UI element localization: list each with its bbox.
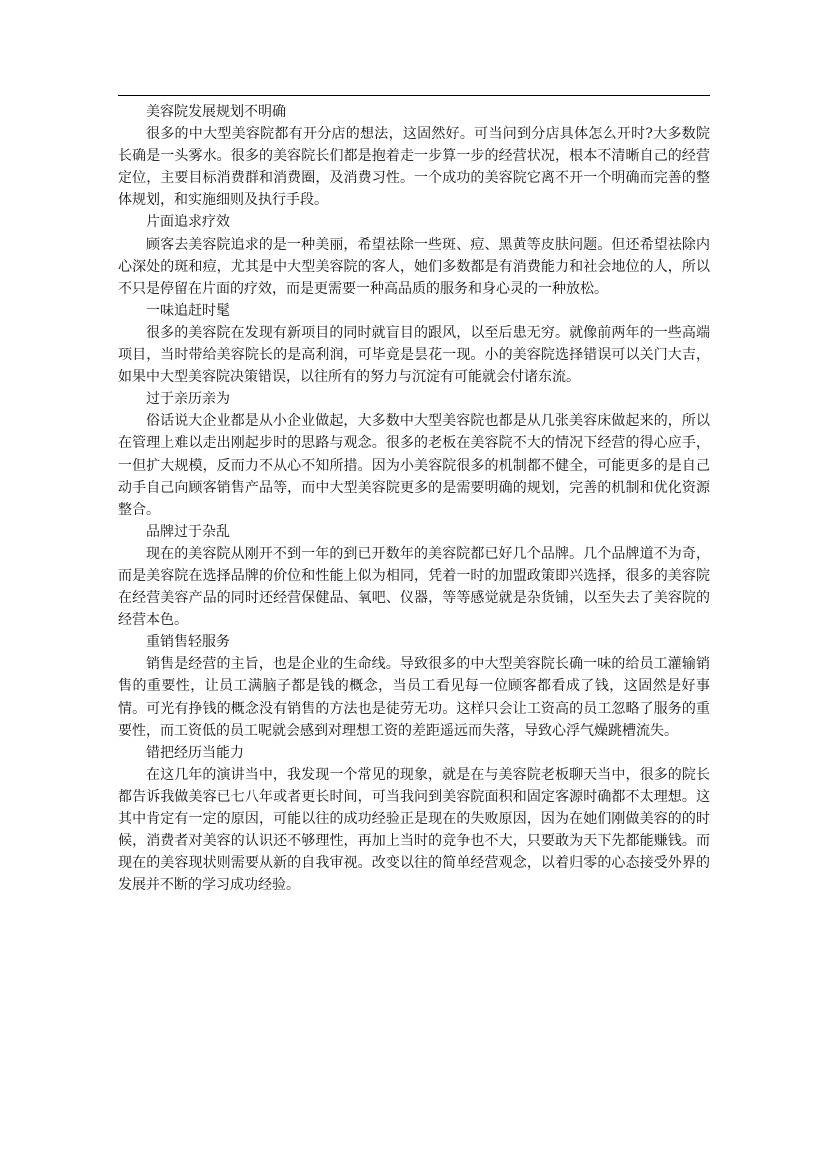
section-heading: 品牌过于杂乱 (146, 523, 230, 540)
section-heading: 一味追赶时髦 (146, 302, 230, 319)
section-paragraph: 很多的美容院在发现有新项目的同时就盲目的跟风，以至后患无穷。就像前两年的一些高端项目，当时带给美容院长的是高利润，可毕竟是昙花一现。小的美容院选择错误可以关门大吉，如果中大型美容院决策错误，以往所有的努力与沉淀有可能就会付诸东流。 (118, 324, 710, 386)
header-rule (118, 95, 710, 96)
section-paragraph: 很多的中大型美容院都有开分店的想法，这固然好。可当问到分店具体怎么开时?大多数院长确是一头雾水。很多的美容院长们都是抱着走一步算一步的经营状况，根本不清晰自己的经营定位，主要目标消费群和消费圈，及消费习性。一个成功的美容院它离不开一个明确而完善的整体规划，和实施细则及执行手段。 (118, 126, 710, 209)
section-paragraph: 顾客去美容院追求的是一种美丽，希望祛除一些斑、痘、黑黄等皮肤问题。但还希望祛除内心深处的斑和痘，尤其是中大型美容院的客人，她们多数都是有消费能力和社会地位的人，所以不只是停留在片面的疗效，而是更需要一种高品质的服务和身心灵的一种放松。 (118, 236, 710, 297)
section-paragraph: 在这几年的演讲当中，我发现一个常见的现象，就是在与美容院老板聊天当中，很多的院长都告诉我做美容已七八年或者更长时间，可当我问到美容院面积和固定客源时确都不太理想。这其中肯定有一定的原因，可能以往的成功经验正是现在的失败原因，因为在她们刚做美容的的时候，消费者对美容的认识还不够理性，再加上当时的竞争也不大，只要敢为天下先都能赚钱。而现在的美容现状则需要从新的自我审视。改变以往的简单经营观念，以着归零的心态接受外界的发展并不断的学习成功经验。 (118, 766, 710, 894)
section-heading: 重销售轻服务 (146, 634, 230, 651)
section-heading: 过于亲历亲为 (146, 391, 230, 408)
document-body (118, 101, 710, 896)
section-paragraph: 销售是经营的主旨，也是企业的生命线。导致很多的中大型美容院长确一味的给员工灌输销售的重要性，让员工满脑子都是钱的概念，当员工看见每一位顾客都看成了钱，这固然是好事情。可光有挣钱的概念没有销售的方法也是徒劳无功。这样只会让工资高的员工忽略了服务的重要性，而工资低的员工呢就会感到对理想工资的差距遥远而失落，导致心浮气燥跳槽流失。 (118, 656, 710, 739)
section-paragraph: 俗话说大企业都是从小企业做起，大多数中大型美容院也都是从几张美容床做起来的，所以在管理上难以走出刚起步时的思路与观念。很多的老板在美容院不大的情况下经营的得心应手，一但扩大规模，反而力不从心不知所措。因为小美容院很多的机制都不健全，可能更多的是自己动手自己向顾客销售产品等，而中大型美容院更多的是需要明确的规划，完善的机制和优化资源整合。 (118, 413, 710, 518)
section-heading: 片面追求疗效 (146, 214, 230, 231)
section-paragraph: 现在的美容院从刚开不到一年的到已开数年的美容院都已好几个品牌。几个品牌道不为奇，而是美容院在选择品牌的价位和性能上似为相同，凭着一时的加盟政策即兴选择，很多的美容院在经营美容产品的同时还经营保健品、氧吧、仪器，等等感觉就是杂货铺，以至失去了美容院的经营本色。 (118, 545, 710, 629)
section-heading: 美容院发展规划不明确 (146, 104, 286, 120)
section-heading: 错把经历当能力 (146, 744, 244, 761)
